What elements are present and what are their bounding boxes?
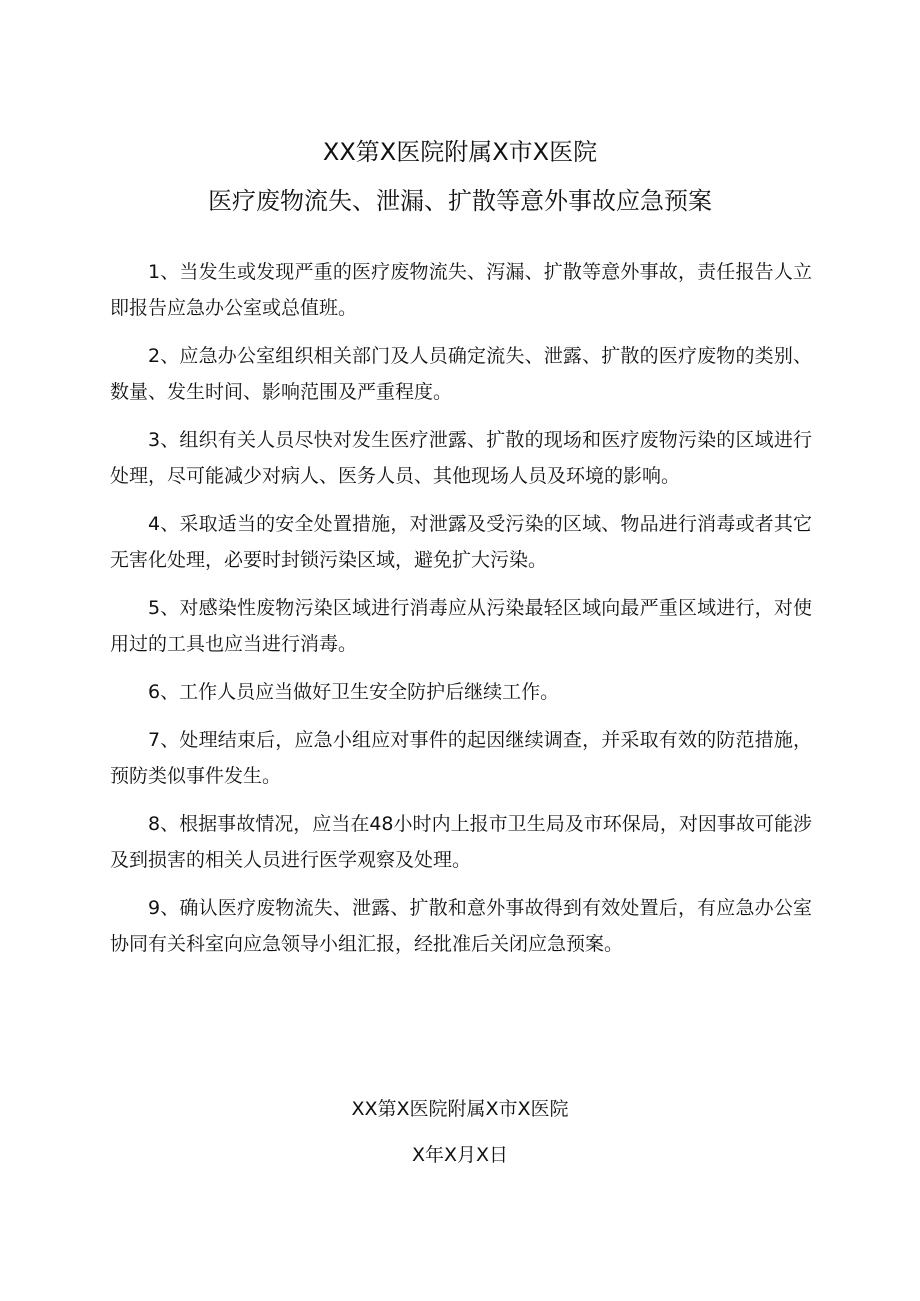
document-title-plan: 医疗废物流失、泄漏、扩散等意外事故应急预案 — [208, 187, 712, 215]
document-body — [110, 254, 812, 962]
signature-organization: XX第X医院附属X市X医院 — [351, 1098, 569, 1120]
paragraph-4: 4、采取适当的安全处置措施，对泄露及受污染的区域、物品进行消毒或者其它无害化处理，必要时封锁污染区域，避免扩大污染。 — [110, 513, 812, 571]
paragraph-6: 6、工作人员应当做好卫生安全防护后继续工作。 — [148, 681, 560, 703]
paragraph-1: 1、当发生或发现严重的医疗废物流失、泻漏、扩散等意外事故，责任报告人立即报告应急办公室或总值班。 — [110, 261, 812, 319]
signature-date: X年X月X日 — [411, 1144, 509, 1166]
document-title-hospital: XX第X医院附属X市X医院 — [322, 138, 598, 166]
paragraph-7: 7、处理结束后，应急小组应对事件的起因继续调查，并采取有效的防范措施，预防类似事件发生。 — [110, 729, 812, 787]
paragraph-9: 9、确认医疗废物流失、泄露、扩散和意外事故得到有效处置后，有应急办公室协同有关科室向应急领导小组汇报，经批准后关闭应急预案。 — [110, 897, 812, 955]
paragraph-5: 5、对感染性废物污染区域进行消毒应从污染最轻区域向最严重区域进行，对使用过的工具也应当进行消毒。 — [110, 597, 812, 655]
paragraph-3: 3、组织有关人员尽快对发生医疗泄露、扩散的现场和医疗废物污染的区域进行处理，尽可能减少对病人、医务人员、其他现场人员及环境的影响。 — [110, 429, 812, 487]
paragraph-2: 2、应急办公室组织相关部门及人员确定流失、泄露、扩散的医疗废物的类别、数量、发生时间、影响范围及严重程度。 — [110, 345, 812, 403]
paragraph-8: 8、根据事故情况，应当在48小时内上报市卫生局及市环保局，对因事故可能涉及到损害的相关人员进行医学观察及处理。 — [110, 813, 812, 871]
